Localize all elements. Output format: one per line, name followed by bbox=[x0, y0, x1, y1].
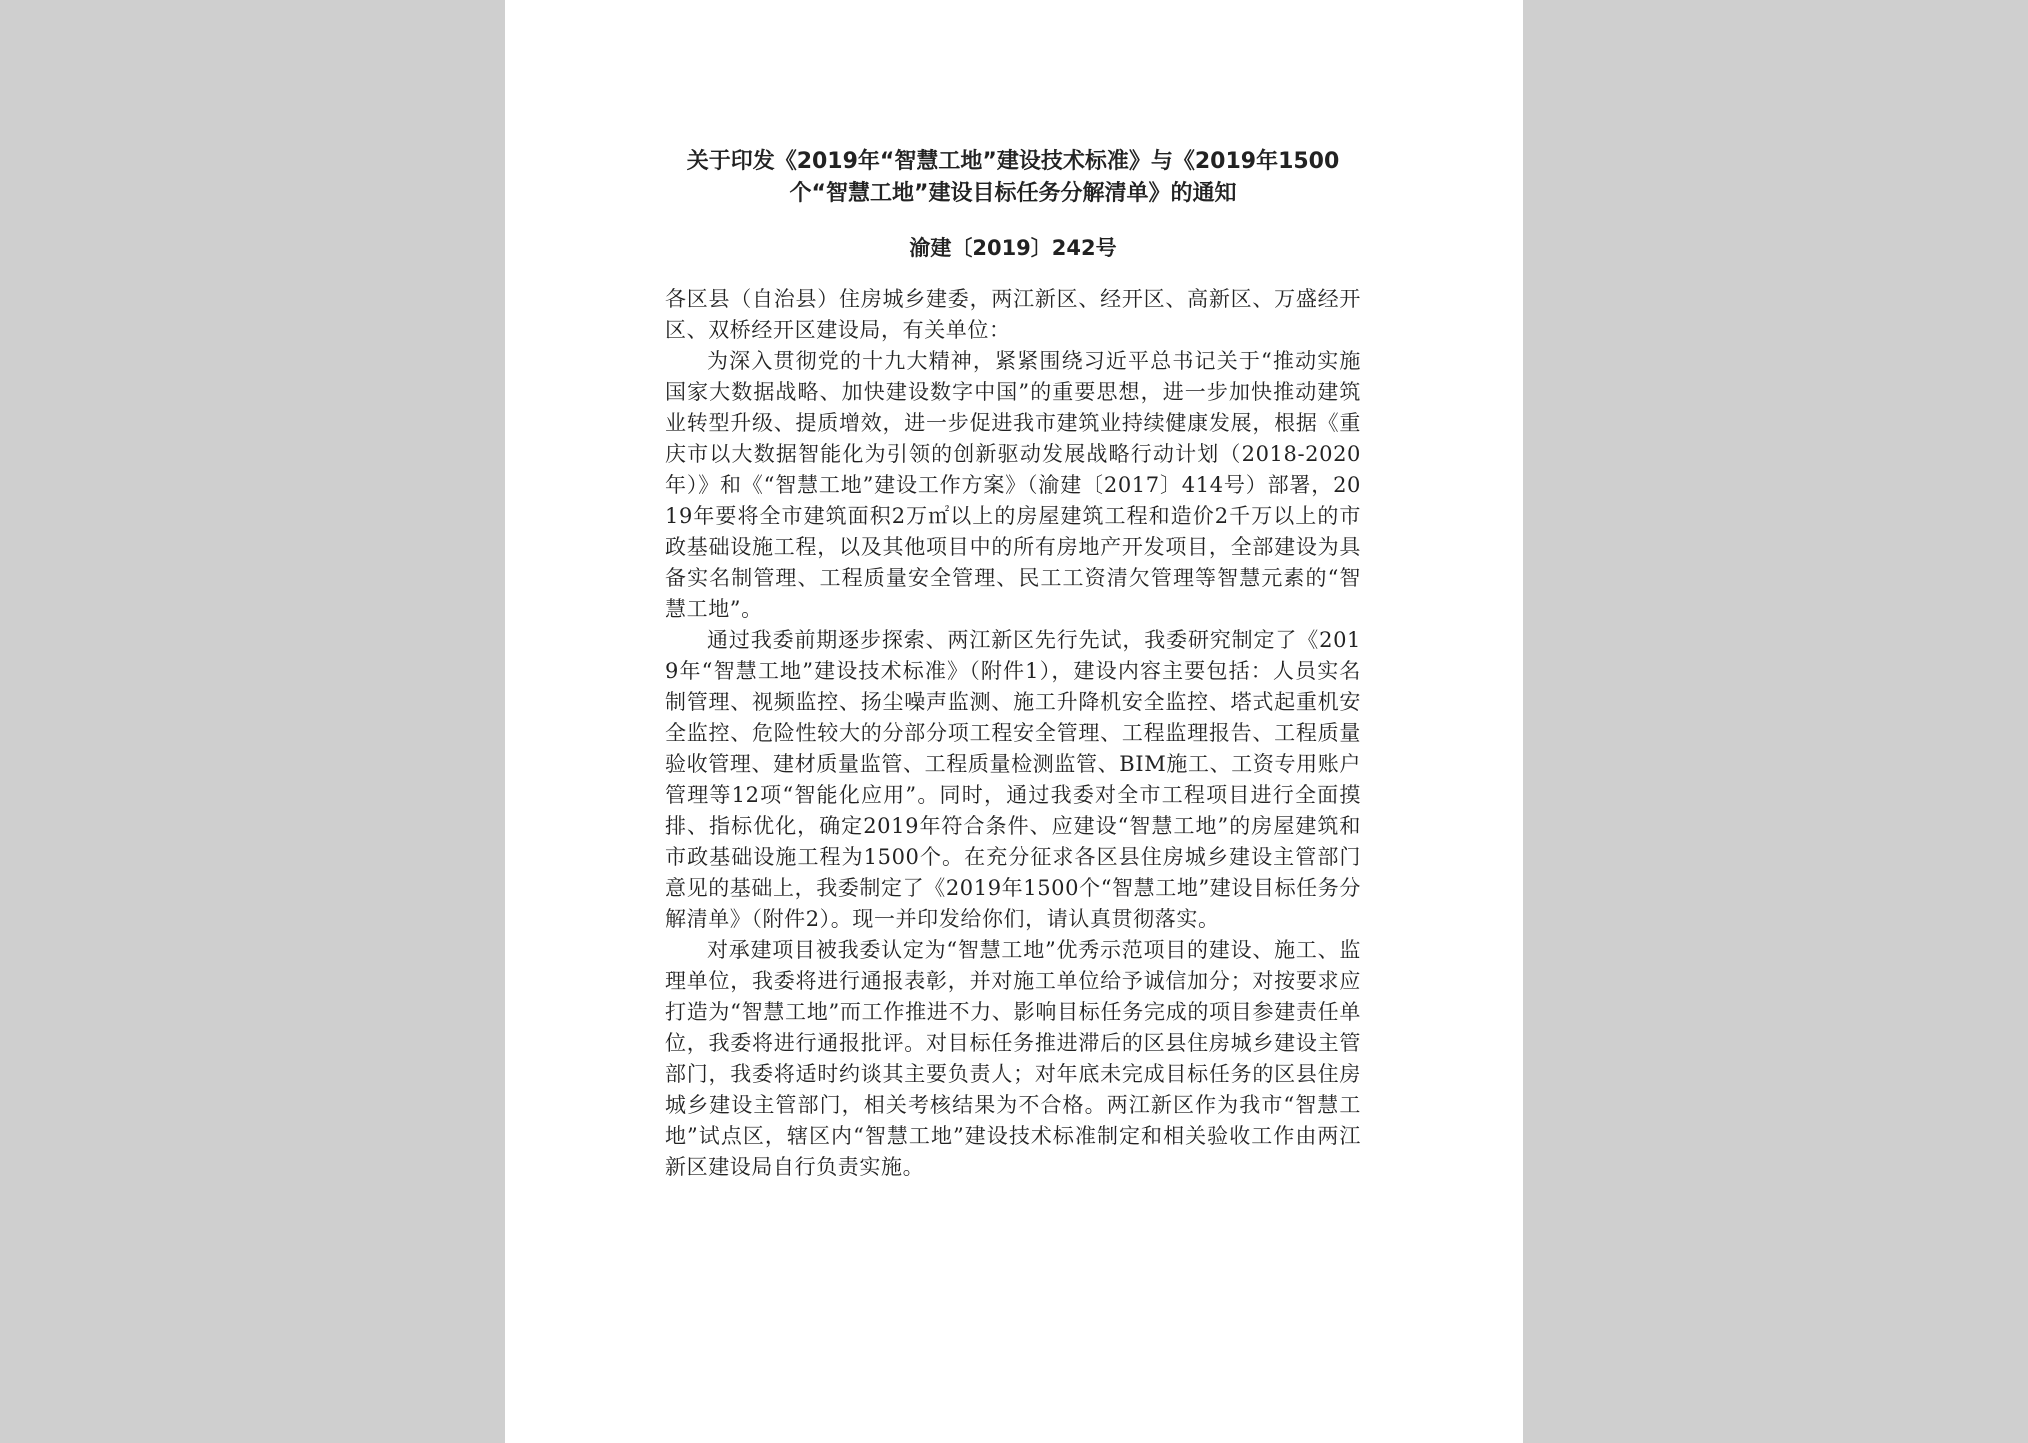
body-paragraph-2: 通过我委前期逐步探索、两江新区先行先试，我委研究制定了《2019年“智慧工地”建设技术标准》（附件1），建设内容主要包括：人员实名制管理、视频监控、扬尘噪声监测、施工升降机安全监控、塔式起重机安全监控、危险性较大的分部分项工程安全管理、工程监理报告、工程质量验收管理、建材质量监管、工程质量检测监管、BIM施工、工资专用账户管理等12项“智能化应用”。同时，通过我委对全市工程项目进行全面摸排、指标优化，确定2019年符合条件、应建设“智慧工地”的房屋建筑和市政基础设施工程为1500个。在充分征求各区县住房城乡建设主管部门意见的基础上，我委制定了《2019年1500个“智慧工地”建设目标任务分解清单》（附件2）。现一并印发给你们，请认真贯彻落实。 bbox=[665, 628, 1361, 931]
notice-title-line-2: 个“智慧工地”建设目标任务分解清单》的通知 bbox=[789, 181, 1237, 206]
page-content bbox=[665, 146, 1361, 1183]
document-number: 渝建〔2019〕242号 bbox=[909, 236, 1117, 260]
body-paragraph-1: 为深入贯彻党的十九大精神，紧紧围绕习近平总书记关于“推动实施国家大数据战略、加快建设数字中国”的重要思想，进一步加快推动建筑业转型升级、提质增效，进一步促进我市建筑业持续健康发展，根据《重庆市以大数据智能化为引领的创新驱动发展战略行动计划（2018-2020年）》和《“智慧工地”建设工作方案》（渝建〔2017〕414号）部署，2019年要将全市建筑面积2万㎡以上的房屋建筑工程和造价2千万以上的市政基础设施工程，以及其他项目中的所有房地产开发项目，全部建设为具备实名制管理、工程质量安全管理、民工工资清欠管理等智慧元素的“智慧工地”。 bbox=[665, 349, 1361, 621]
notice-title-line-1: 关于印发《2019年“智慧工地”建设技术标准》与《2019年1500 bbox=[686, 149, 1340, 174]
body-paragraph-3: 对承建项目被我委认定为“智慧工地”优秀示范项目的建设、施工、监理单位，我委将进行通报表彰，并对施工单位给予诚信加分；对按要求应打造为“智慧工地”而工作推进不力、影响目标任务完成的项目参建责任单位，我委将进行通报批评。对目标任务推进滞后的区县住房城乡建设主管部门，我委将适时约谈其主要负责人；对年底未完成目标任务的区县住房城乡建设主管部门，相关考核结果为不合格。两江新区作为我市“智慧工地”试点区，辖区内“智慧工地”建设技术标准制定和相关验收工作由两江新区建设局自行负责实施。 bbox=[665, 938, 1361, 1179]
notice-title bbox=[665, 146, 1361, 210]
document-page bbox=[505, 0, 1523, 1443]
notice-body bbox=[665, 284, 1361, 1183]
addressee: 各区县（自治县）住房城乡建委，两江新区、经开区、高新区、万盛经开区、双桥经开区建设局，有关单位： bbox=[665, 287, 1361, 342]
